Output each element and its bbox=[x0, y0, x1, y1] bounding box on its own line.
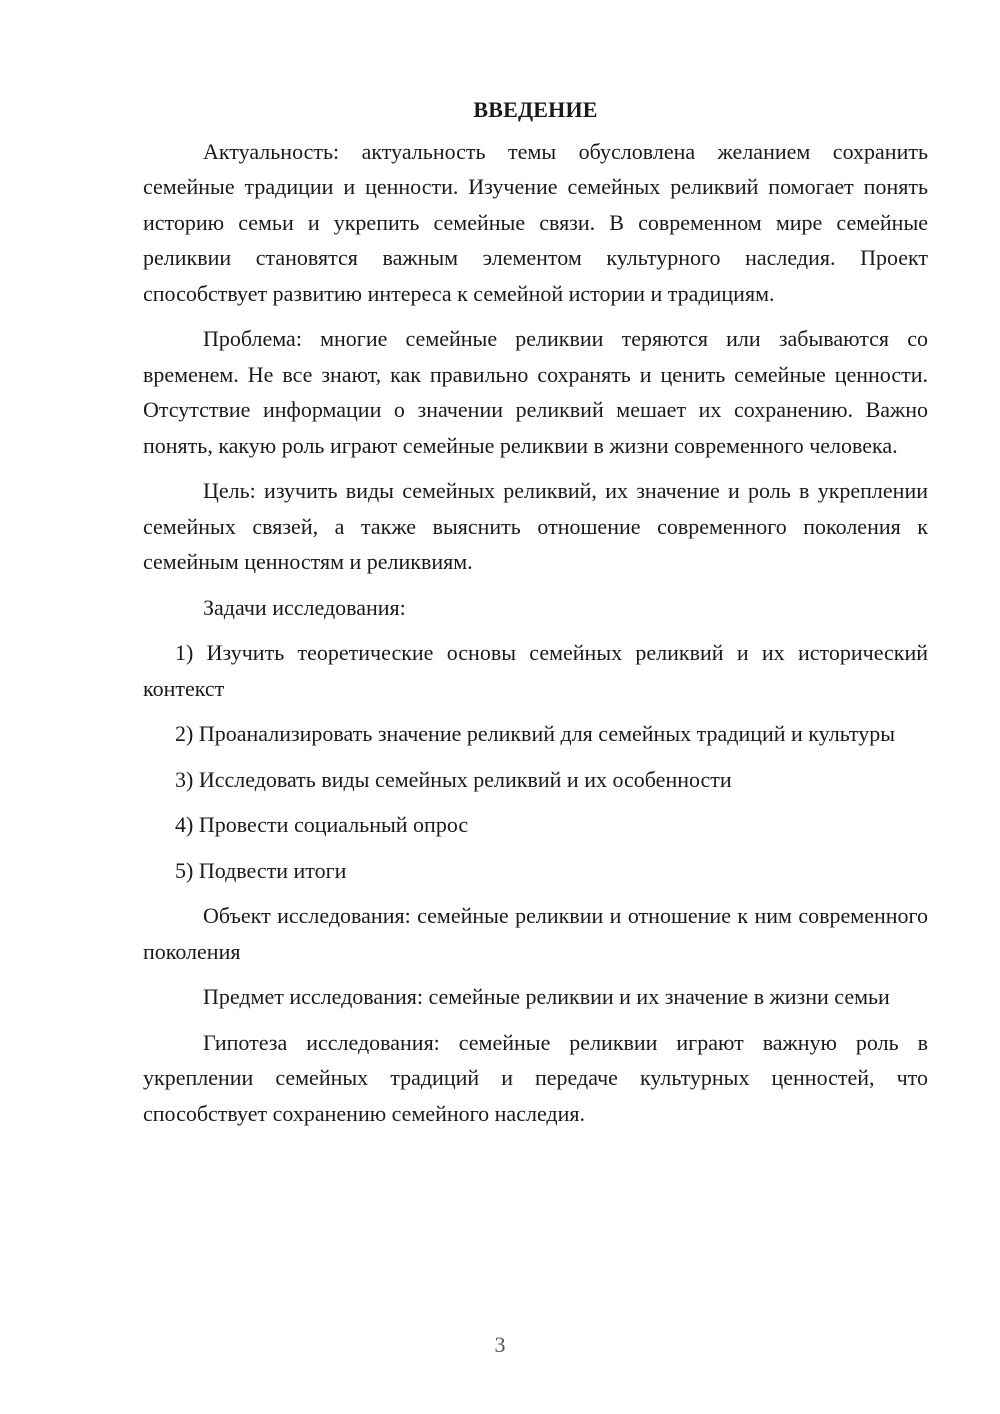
page-content bbox=[143, 92, 928, 1141]
list-item: 5) Подвести итоги bbox=[175, 857, 347, 883]
tasks-list bbox=[143, 635, 928, 888]
list-item: 4) Провести социальный опрос bbox=[175, 812, 469, 837]
list-item: 2) Проанализировать значение реликвий для семейных традиций и культуры bbox=[175, 721, 895, 746]
paragraph-problem: Проблема: многие семейные реликвии теряются или забываются со временем. Не все знают, как правильно сохранять и ценить семейные ценности. Отсутствие информации о значении реликвий мешает их сохранению. Важно понять, какую роль играют семейные реликвии в жизни современного человека. bbox=[143, 326, 928, 458]
paragraph-hypothesis: Гипотеза исследования: семейные реликвии играют важную роль в укреплении семейных традиций и передаче культурных ценностей, что способствует сохранению семейного наследия. bbox=[143, 1029, 928, 1126]
page-title: ВВЕДЕНИЕ bbox=[473, 97, 598, 122]
page-number: 3 bbox=[494, 1332, 506, 1357]
paragraph-object: Объект исследования: семейные реликвии и отношение к ним современного поколения bbox=[143, 903, 928, 964]
list-item: 1) Изучить теоретические основы семейных реликвий и их исторический контекст bbox=[143, 640, 928, 701]
list-item: 3) Исследовать виды семейных реликвий и их особенности bbox=[175, 766, 732, 792]
paragraph-subject: Предмет исследования: семейные реликвии и их значение в жизни семьи bbox=[203, 984, 890, 1009]
paragraph-goal: Цель: изучить виды семейных реликвий, их значение и роль в укреплении семейных связей, а также выяснить отношение современного поколения к семейным ценностям и реликвиям. bbox=[143, 478, 928, 574]
tasks-heading: Задачи исследования: bbox=[203, 594, 406, 620]
paragraph-relevance: Актуальность: актуальность темы обусловлена желанием сохранить семейные традиции и ценности. Изучение семейных реликвий помогает понять историю семьи и укрепить семейные связи. В современном мире семейные реликвии становятся важным элементом культурного наследия. Проект способствует развитию интереса к семейной истории и традициям. bbox=[143, 138, 928, 306]
